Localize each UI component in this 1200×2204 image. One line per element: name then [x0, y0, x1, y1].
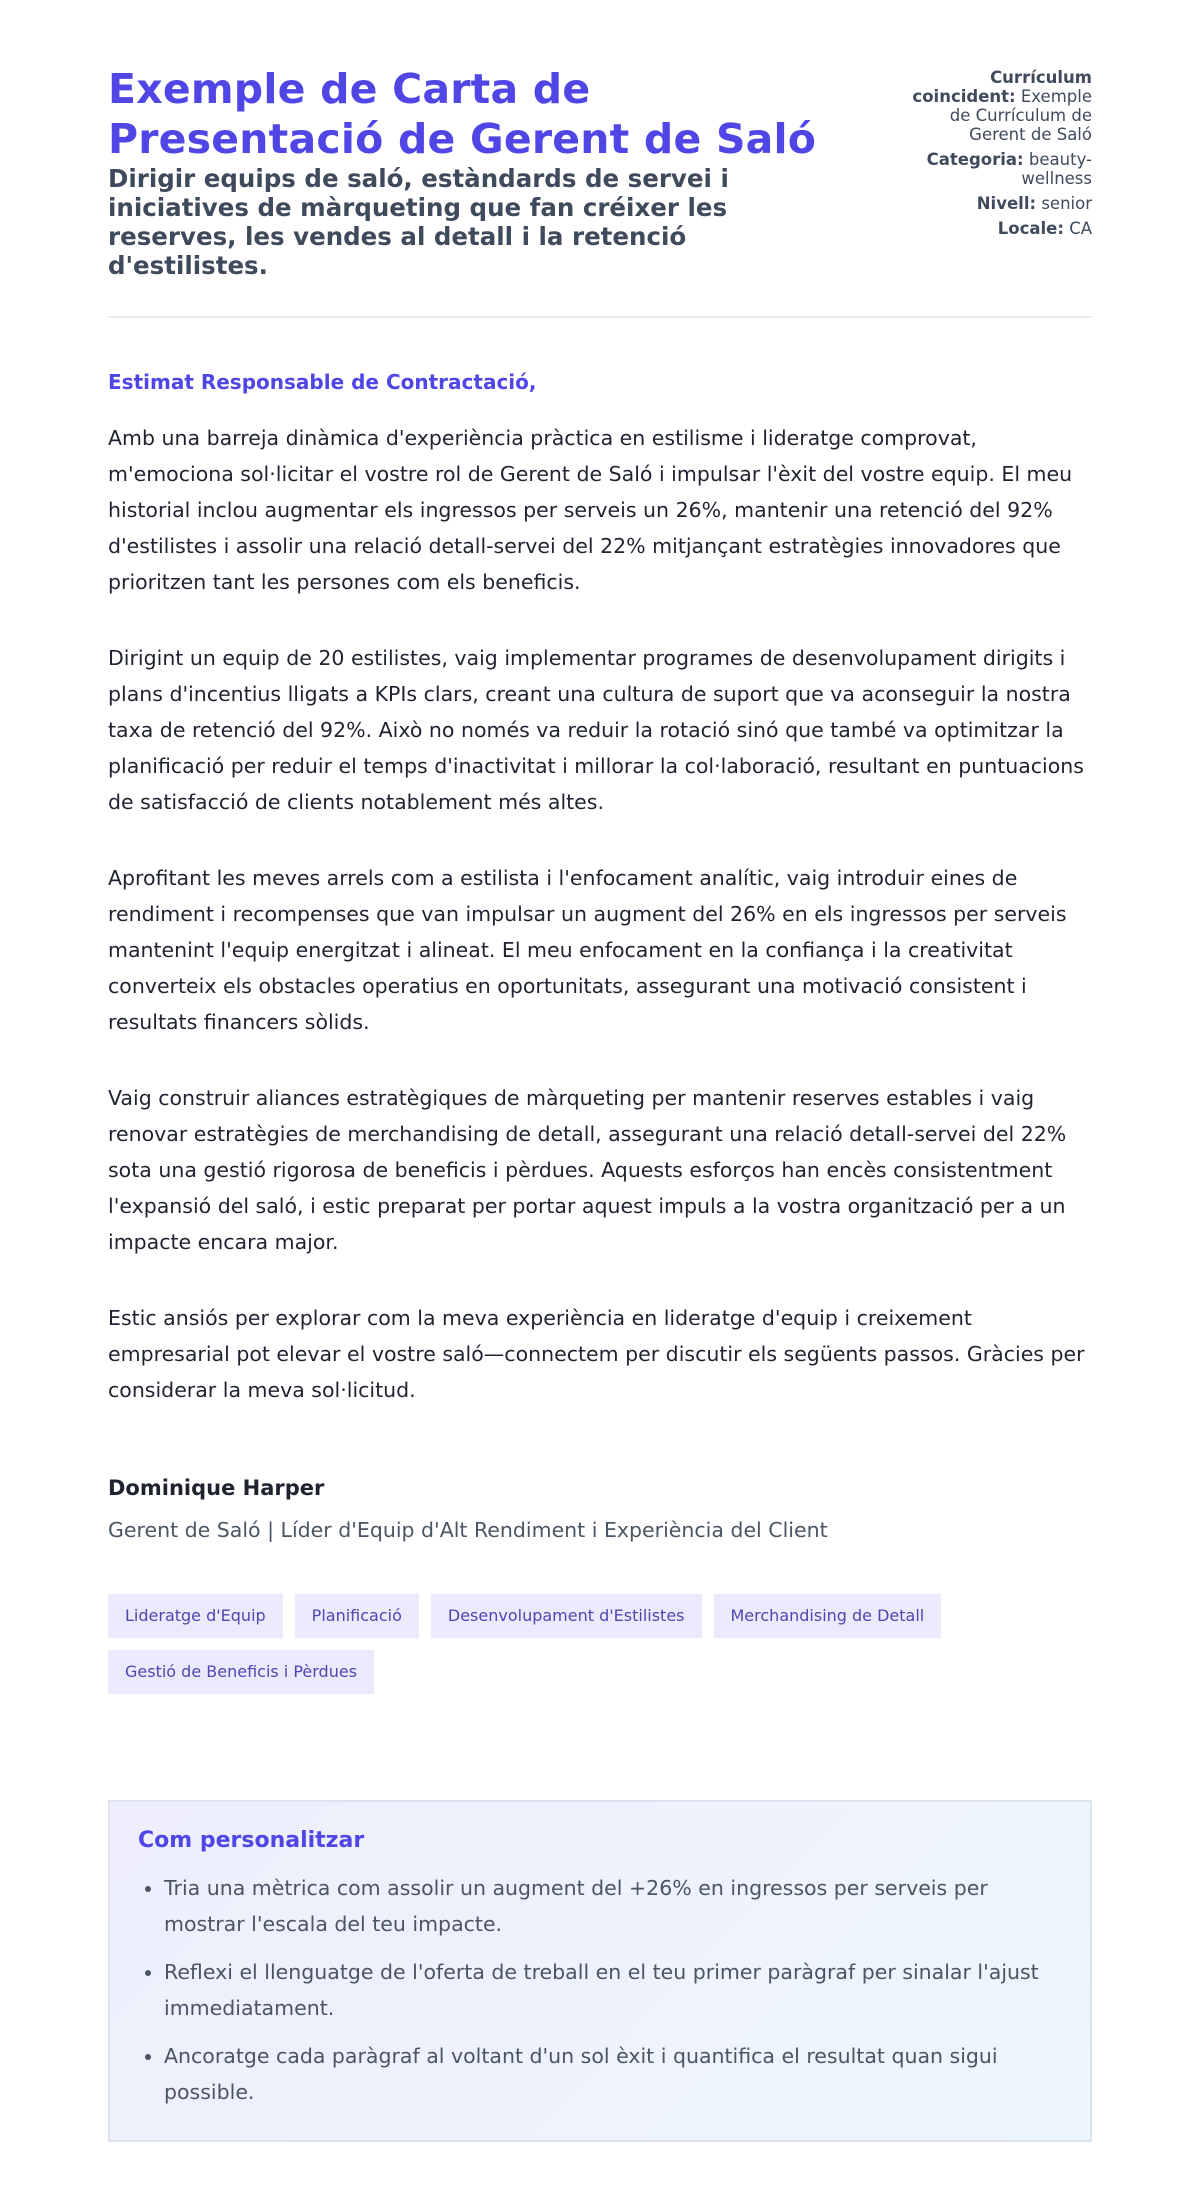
tips-title: Com personalitzar: [138, 1828, 365, 1853]
signature-block: [108, 1474, 1092, 1544]
meta-key: Categoria:: [926, 150, 1024, 169]
skill-tag[interactable]: Gestió de Beneficis i Pèrdues: [108, 1650, 374, 1694]
tips-list: [138, 1870, 1062, 2110]
meta-value: CA: [1069, 219, 1092, 238]
signature-name: Dominique Harper: [108, 1476, 325, 1500]
meta-key: Nivell:: [976, 194, 1037, 213]
meta-value: senior: [1041, 194, 1092, 213]
meta-value: beauty-wellness: [1021, 150, 1092, 188]
letter-body: [108, 368, 1092, 1544]
skill-tags: [108, 1594, 1108, 1694]
meta-matching-resume: [892, 68, 1092, 144]
tip-item: • Reflexi el llenguatge de l'oferta de treball en el teu primer paràgraf per sinalar l'ajust immediatament.: [164, 1954, 1062, 2026]
tip-item: • Tria una mètrica com assolir un augment del +26% en ingressos per serveis per mostrar l'escala del teu impacte.: [164, 1870, 1062, 1942]
letter-paragraph: Dirigint un equip de 20 estilistes, vaig implementar programes de desenvolupament dirigits i plans d'incentius lligats a KPIs clars, creant una cultura de suport que va aconseguir la nostra taxa de retenció del 92%. Això no només va reduir la rotació sinó que també va optimitzar la planificació per reduir el temps d'inactivitat i millorar la col·laboració, resultant en puntuacions de satisfacció de clients notablement més altes.: [108, 646, 1084, 814]
letter-paragraph: Estic ansiós per explorar com la meva experiència en lideratge d'equip i creixement empresarial pot elevar el vostre saló—connectem per discutir els següents passos. Gràcies per considerar la meva sol·licitud.: [108, 1306, 1085, 1402]
skill-tag[interactable]: Planificació: [295, 1594, 419, 1638]
letter-paragraph: Amb una barreja dinàmica d'experiència pràctica en estilisme i lideratge comprovat, m'emociona sol·licitar el vostre rol de Gerent de Saló i impulsar l'èxit del vostre equip. El meu historial inclou augmentar els ingressos per serveis un 26%, mantenir una retenció del 92% d'estilistes i assolir una relació detall-servei del 22% mitjançant estratègies innovadores que prioritzen tant les persones com els beneficis.: [108, 426, 1073, 594]
skill-tag[interactable]: Merchandising de Detall: [714, 1594, 942, 1638]
metadata-panel: [892, 68, 1092, 244]
header-title-block: [108, 64, 868, 280]
meta-level: [892, 194, 1092, 213]
skill-tag[interactable]: Desenvolupament d'Estilistes: [431, 1594, 702, 1638]
signature-title: Gerent de Saló | Líder d'Equip d'Alt Rendiment i Experiència del Client: [108, 1518, 828, 1542]
tip-item: • Ancoratge cada paràgraf al voltant d'un sol èxit i quantifica el resultat quan sigui possible.: [164, 2038, 1062, 2110]
letter-paragraph: Aprofitant les meves arrels com a estilista i l'enfocament analític, vaig introduir eines de rendiment i recompenses que van impulsar un augment del 26% en els ingressos per serveis mantenint l'equip energitzat i alineat. El meu enfocament en la confiança i la creativitat converteix els obstacles operatius en oportunitats, assegurant una motivació consistent i resultats financers sòlids.: [108, 866, 1067, 1034]
document-header: [108, 64, 1092, 318]
meta-category: [892, 150, 1092, 188]
meta-key: Currículum coincident:: [912, 68, 1092, 106]
skill-tag[interactable]: Lideratge d'Equip: [108, 1594, 283, 1638]
meta-locale: [892, 219, 1092, 238]
customization-tips-box: [108, 1800, 1092, 2142]
page-title: Exemple de Carta de Presentació de Gerent de Saló: [108, 65, 817, 163]
meta-key: Locale:: [997, 219, 1064, 238]
page-subtitle: Dirigir equips de saló, estàndards de servei i iniciatives de màrqueting que fan créixer les reserves, les vendes al detall i la retenció d'estilistes.: [108, 164, 729, 280]
meta-value: Exemple de Currículum de Gerent de Saló: [949, 87, 1092, 144]
letter-paragraph: Vaig construir aliances estratègiques de màrqueting per mantenir reserves estables i vaig renovar estratègies de merchandising de detall, assegurant una relació detall-servei del 22% sota una gestió rigorosa de beneficis i pèrdues. Aquests esforços han encès consistentment l'expansió del saló, i estic preparat per portar aquest impuls a la vostra organització per a un impacte encara major.: [108, 1086, 1067, 1254]
letter-greeting: Estimat Responsable de Contractació,: [108, 370, 537, 394]
